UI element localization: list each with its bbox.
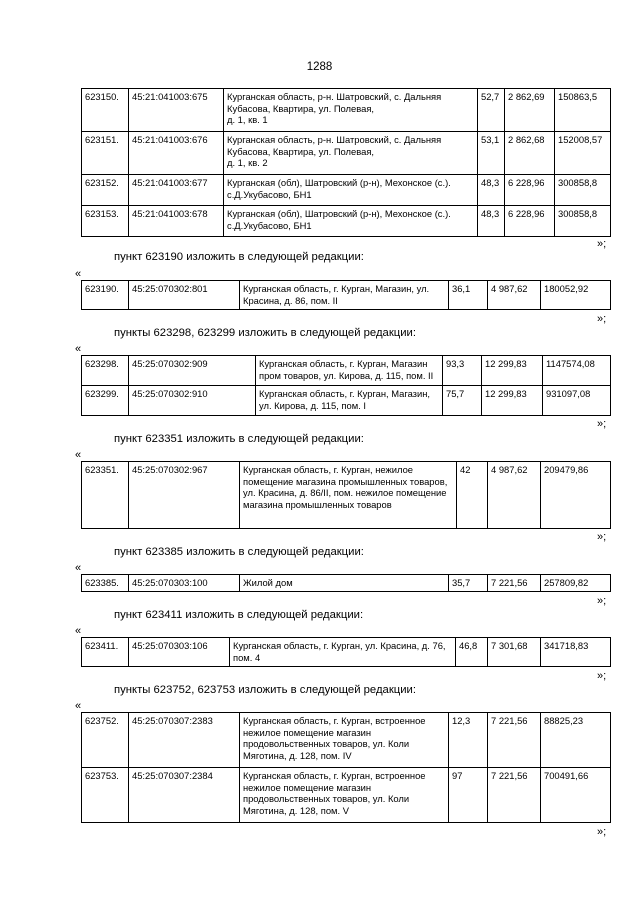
row-number: 623351. xyxy=(82,462,129,529)
value-cell: 150863,5 xyxy=(555,89,611,132)
amendment-paragraph: пункт 623385 изложить в следующей редакции: xyxy=(114,546,364,558)
row-number: 623299. xyxy=(82,386,129,416)
area-cell: 42 xyxy=(457,462,488,529)
value-cell: 300858,8 xyxy=(555,175,611,206)
cadastral-number: 45:21:041003:677 xyxy=(129,175,224,206)
row-number: 623153. xyxy=(82,206,129,237)
closing-quote: »; xyxy=(597,826,607,838)
row-number: 623151. xyxy=(82,132,129,175)
area-cell: 53,1 xyxy=(478,132,505,175)
value-cell: 341718,83 xyxy=(541,638,611,667)
value-cell: 257809,82 xyxy=(541,575,611,592)
closing-quote: »; xyxy=(597,670,607,682)
rate-cell: 4 987,62 xyxy=(488,462,541,529)
registry-table-2 xyxy=(81,280,611,310)
cadastral-number: 45:21:041003:675 xyxy=(129,89,224,132)
area-cell: 46,8 xyxy=(456,638,488,667)
page-number: 1288 xyxy=(306,61,333,73)
registry-table-5 xyxy=(81,574,611,592)
address-cell: Курганская область, р-н. Шатровский, с. Дальняя Кубасова, Квартира, ул. Полевая, д. 1, кв. 2 xyxy=(224,132,478,175)
table-row xyxy=(82,713,611,768)
table-row xyxy=(82,281,611,310)
cadastral-number: 45:25:070307:2384 xyxy=(129,768,240,823)
row-number: 623385. xyxy=(82,575,129,592)
table-row xyxy=(82,89,611,132)
area-cell: 97 xyxy=(449,768,488,823)
opening-quote: « xyxy=(75,268,82,280)
area-cell: 36,1 xyxy=(449,281,488,310)
address-cell: Курганская (обл), Шатровский (р-н), Мехонское (с.). с.Д.Укубасово, БН1 xyxy=(224,206,478,237)
rate-cell: 4 987,62 xyxy=(488,281,541,310)
area-cell: 35,7 xyxy=(449,575,488,592)
registry-table-4 xyxy=(81,461,611,529)
value-cell: 1147574,08 xyxy=(543,356,611,386)
closing-quote: »; xyxy=(597,313,607,325)
opening-quote: « xyxy=(75,700,82,712)
table-row xyxy=(82,768,611,823)
cadastral-number: 45:25:070302:801 xyxy=(129,281,240,310)
row-number: 623152. xyxy=(82,175,129,206)
address-cell: Курганская область, р-н. Шатровский, с. Дальняя Кубасова, Квартира, ул. Полевая, д. 1, кв. 1 xyxy=(224,89,478,132)
cadastral-number: 45:25:070303:100 xyxy=(129,575,240,592)
address-cell: Курганская область, г. Курган, Магазин, ул. Красина, д. 86, пом. II xyxy=(240,281,449,310)
registry-table-3 xyxy=(81,355,611,416)
cadastral-number: 45:25:070302:967 xyxy=(129,462,240,529)
table-row xyxy=(82,386,611,416)
value-cell: 700491,66 xyxy=(541,768,611,823)
table-row xyxy=(82,356,611,386)
rate-cell: 7 301,68 xyxy=(488,638,541,667)
value-cell: 931097,08 xyxy=(543,386,611,416)
amendment-paragraph: пункты 623298, 623299 изложить в следующей редакции: xyxy=(114,327,417,339)
closing-quote: »; xyxy=(597,418,607,430)
value-cell: 88825,23 xyxy=(541,713,611,768)
value-cell: 300858,8 xyxy=(555,206,611,237)
rate-cell: 12 299,83 xyxy=(482,356,543,386)
opening-quote: « xyxy=(75,562,82,574)
closing-quote: »; xyxy=(597,531,607,543)
registry-table-6 xyxy=(81,637,611,667)
table-row xyxy=(82,132,611,175)
address-cell: Курганская область, г. Курган, встроенное нежилое помещение магазин продовольственных товаров, ул. Коли Мяготина, д. 128, пом. IV xyxy=(240,713,449,768)
area-cell: 48,3 xyxy=(478,206,505,237)
table-row xyxy=(82,638,611,667)
area-cell: 93,3 xyxy=(443,356,482,386)
area-cell: 12,3 xyxy=(449,713,488,768)
rate-cell: 7 221,56 xyxy=(488,575,541,592)
cadastral-number: 45:21:041003:678 xyxy=(129,206,224,237)
row-number: 623298. xyxy=(82,356,129,386)
table-row xyxy=(82,575,611,592)
amendment-paragraph: пункт 623411 изложить в следующей редакции: xyxy=(114,609,364,621)
address-cell: Курганская область, г. Курган, Магазин пром товаров, ул. Кирова, д. 115, пом. II xyxy=(256,356,443,386)
rate-cell: 6 228,96 xyxy=(505,175,555,206)
rate-cell: 2 862,69 xyxy=(505,89,555,132)
rate-cell: 7 221,56 xyxy=(488,768,541,823)
row-number: 623411. xyxy=(82,638,129,667)
area-cell: 52,7 xyxy=(478,89,505,132)
row-number: 623150. xyxy=(82,89,129,132)
registry-table-7 xyxy=(81,712,611,823)
area-cell: 75,7 xyxy=(443,386,482,416)
row-number: 623752. xyxy=(82,713,129,768)
table-row xyxy=(82,206,611,237)
amendment-paragraph: пункт 623190 изложить в следующей редакции: xyxy=(114,251,364,263)
amendment-paragraph: пункты 623752, 623753 изложить в следующей редакции: xyxy=(114,684,417,696)
address-cell: Жилой дом xyxy=(240,575,449,592)
address-cell: Курганская область, г. Курган, нежилое помещение магазина промышленных товаров, ул. Красина, д. 86/II, пом. нежилое помещение магазина промышленных товаров xyxy=(240,462,457,529)
rate-cell: 6 228,96 xyxy=(505,206,555,237)
value-cell: 209479,86 xyxy=(541,462,611,529)
row-number: 623190. xyxy=(82,281,129,310)
cadastral-number: 45:25:070307:2383 xyxy=(129,713,240,768)
address-cell: Курганская область, г. Курган, Магазин, ул. Кирова, д. 115, пом. I xyxy=(256,386,443,416)
closing-quote: »; xyxy=(597,238,607,250)
table-row xyxy=(82,175,611,206)
row-number: 623753. xyxy=(82,768,129,823)
registry-table-1 xyxy=(81,88,611,237)
cadastral-number: 45:25:070303:106 xyxy=(129,638,230,667)
opening-quote: « xyxy=(75,449,82,461)
cadastral-number: 45:25:070302:909 xyxy=(129,356,256,386)
value-cell: 180052,92 xyxy=(541,281,611,310)
cadastral-number: 45:21:041003:676 xyxy=(129,132,224,175)
amendment-paragraph: пункт 623351 изложить в следующей редакции: xyxy=(114,433,364,445)
closing-quote: »; xyxy=(597,595,607,607)
value-cell: 152008,57 xyxy=(555,132,611,175)
address-cell: Курганская (обл), Шатровский (р-н), Мехонское (с.). с.Д.Укубасово, БН1 xyxy=(224,175,478,206)
address-cell: Курганская область, г. Курган, встроенное нежилое помещение магазин продовольственных товаров, ул. Коли Мяготина, д. 128, пом. V xyxy=(240,768,449,823)
area-cell: 48,3 xyxy=(478,175,505,206)
rate-cell: 7 221,56 xyxy=(488,713,541,768)
rate-cell: 12 299,83 xyxy=(482,386,543,416)
opening-quote: « xyxy=(75,343,82,355)
opening-quote: « xyxy=(75,625,82,637)
address-cell: Курганская область, г. Курган, ул. Красина, д. 76, пом. 4 xyxy=(230,638,456,667)
rate-cell: 2 862,68 xyxy=(505,132,555,175)
cadastral-number: 45:25:070302:910 xyxy=(129,386,256,416)
table-row xyxy=(82,462,611,529)
